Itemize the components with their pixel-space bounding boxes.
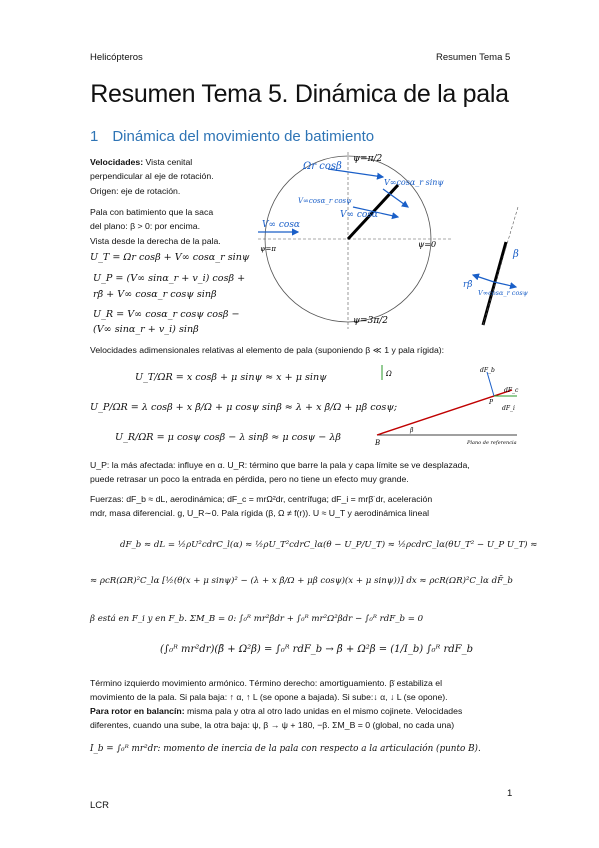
para-harmonic (90, 676, 448, 705)
para-up-ur (90, 458, 470, 487)
footer-left: LCR (90, 800, 110, 811)
para-forces-line-1: Fuerzas: dF_b ≈ dL, aerodinámica; dF_c = mrΩ²dr, centrífuga; dF_i = mrβ̈ dr, aceleración (90, 494, 433, 504)
fig1-psi-right: ψ=0 (418, 240, 437, 249)
fig2-omega: Ω (386, 370, 392, 378)
eq-integral: (∫₀ᴿ mr²dr)(β̈ + Ω²β) = ∫₀ᴿ rdF_b → β̈ + Ω²β = (1/I_b) ∫₀ᴿ rdF_b (160, 644, 473, 655)
header-left: Helicópteros (90, 52, 143, 63)
fig1-v-left: V∞ cosα (262, 220, 301, 230)
para-forces-line-2: mdr, masa diferencial. g, U_R∼0. Pala rígida (β, Ω ≠ f(r)). U ≈ U_T y aerodinámica lineal (90, 508, 430, 519)
fig1-v2: V∞cosα_r cosψ (298, 197, 352, 205)
fig2-b: B (375, 439, 381, 447)
velocities-text-1: Vista cenital (143, 157, 193, 167)
para-teetering (90, 704, 462, 733)
pala-line-3: Vista desde la derecha de la pala. (90, 235, 221, 246)
eq-ur-2: (V∞ sinα_r + v_i) sinβ (93, 324, 199, 335)
eq-dfb: dF_b ≈ dL = ½ρU²cdrC_l(α) ≈ ½ρU_T²cdrC_lα(θ − U_P/U_T) ≈ ½ρcdrC_lα(θU_T² − U_P U_T) ≈ (120, 540, 538, 550)
pala-text (90, 205, 268, 248)
fig1-beta: β (513, 249, 519, 260)
para-teetering-label: Para rotor en balancín: (90, 706, 185, 716)
fig1-psi-top: ψ=π/2 (353, 154, 383, 164)
pala-line-1: Pala con batimiento que la saca (90, 207, 214, 217)
dfb-arrow (487, 372, 494, 396)
para-teetering-line-1: misma pala y otra al otro lado unidas en el mismo cojinete. Velocidades (184, 706, 463, 716)
para-up-ur-line-1: U_P: la más afectada: influye en α. U_R: término que barre la pala y capa límite se ve desplazada, (90, 460, 470, 470)
section-title: Dinámica del movimiento de batimiento (112, 128, 375, 145)
fig2-dfc: dF_c (504, 387, 519, 394)
fig1-vcos: V∞cosα_r cosψ (478, 289, 528, 297)
section-heading (90, 128, 374, 145)
eq-adim-3: U_R/ΩR = μ cosψ cosβ − λ sinβ ≈ μ cosψ − λβ (115, 432, 341, 443)
footer-page-number: 1 (507, 788, 513, 799)
rotor-top-view-figure (258, 147, 533, 342)
eq-ut: U_T = Ωr cosβ + V∞ cosα_r sinψ (90, 252, 250, 263)
velocities-label: Velocidades: (90, 157, 144, 167)
fig1-v1: V∞cosα_r sinψ (384, 178, 444, 187)
vcos-arrow (494, 282, 516, 287)
eq-adim-1: U_T/ΩR = x cosβ + μ sinψ ≈ x + μ sinψ (135, 372, 327, 383)
pala-line-2: del plano: β > 0: por encima. (90, 221, 201, 232)
blade-line (377, 390, 512, 435)
para-teetering-line-2: diferentes, cuando una sube, la otra baja: ψ, β → ψ + 180, −β. ΣM_B = 0 (global, no cada una) (90, 720, 455, 731)
fig1-psi-bottom: ψ=3π/2 (353, 316, 388, 326)
rbeta-arrow (473, 275, 494, 282)
velocities-text-3: Origen: eje de rotación. (90, 185, 181, 196)
fig2-dfb: dF_b (480, 367, 495, 374)
para-harmonic-line-2: movimiento de la pala. Si pala baja: ↑ α, ↑ L (se opone a bajada). Si sube:↓ α, ↓ L (se opone). (90, 692, 448, 703)
adim-line: Velocidades adimensionales relativas al elemento de pala (suponiendo β ≪ 1 y pala rígida): (90, 345, 445, 355)
fig1-omega-label: Ωr cosβ (303, 161, 342, 172)
para-up-ur-line-2: puede retrasar un poco la entrada en pérdida, pero no tiene un efecto muy grande. (90, 474, 409, 485)
page-title: Resumen Tema 5. Dinámica de la pala (90, 80, 509, 108)
fig1-psi-left: ψ=π (260, 245, 276, 253)
eq-ur-1: U_R = V∞ cosα_r cosψ cosβ − (93, 309, 240, 320)
eq-long: ≈ ρcR(ΩR)²C_lα [½(θ(x + μ sinψ)² − (λ + x β̇/Ω + μβ cosψ)(x + μ sinψ))] dx ≈ ρcR(ΩR)²C_lα dF̄_b (90, 576, 513, 586)
fig2-beta: β (410, 427, 414, 434)
eq-adim-2: U_P/ΩR = λ cosβ + x β̇/Ω + μ cosψ sinβ ≈ λ + x β̇/Ω + μβ cosψ; (90, 402, 398, 413)
eq-up-1: U_P = (V∞ sinα_r + v_i) cosβ + (93, 273, 246, 284)
fig1-rbeta: rβ̇ (463, 280, 473, 290)
header-right: Resumen Tema 5 (436, 52, 511, 63)
para-inertia: I_b = ∫₀ᴿ mr²dr: momento de inercia de la pala con respecto a la articulación (punto B). (90, 744, 481, 754)
blade-side-view-figure (372, 360, 522, 450)
para-harmonic-line-1: Término izquierdo movimiento armónico. Término derecho: amortiguamiento. β̇ estabiliza el (90, 678, 443, 688)
fig2-plane: Plano de referencia (467, 440, 517, 446)
fig1-v3: V∞ cosα (340, 210, 379, 220)
section-number: 1 (90, 128, 99, 145)
eq-up-2: rβ̇ + V∞ cosα_r cosψ sinβ (93, 289, 217, 300)
moment-equation: β está en F_i y en F_b. ΣM_B = 0: ∫₀ᴿ mr²β̈dr + ∫₀ᴿ mr²Ω²βdr − ∫₀ᴿ rdF_b = 0 (90, 614, 424, 624)
fig2-p: P (489, 399, 494, 406)
para-forces (90, 492, 432, 521)
fig2-dfi: dF_i (502, 405, 515, 412)
velocities-text-2: perpendicular al eje de rotación. (90, 171, 214, 182)
velocities-text (90, 155, 268, 198)
